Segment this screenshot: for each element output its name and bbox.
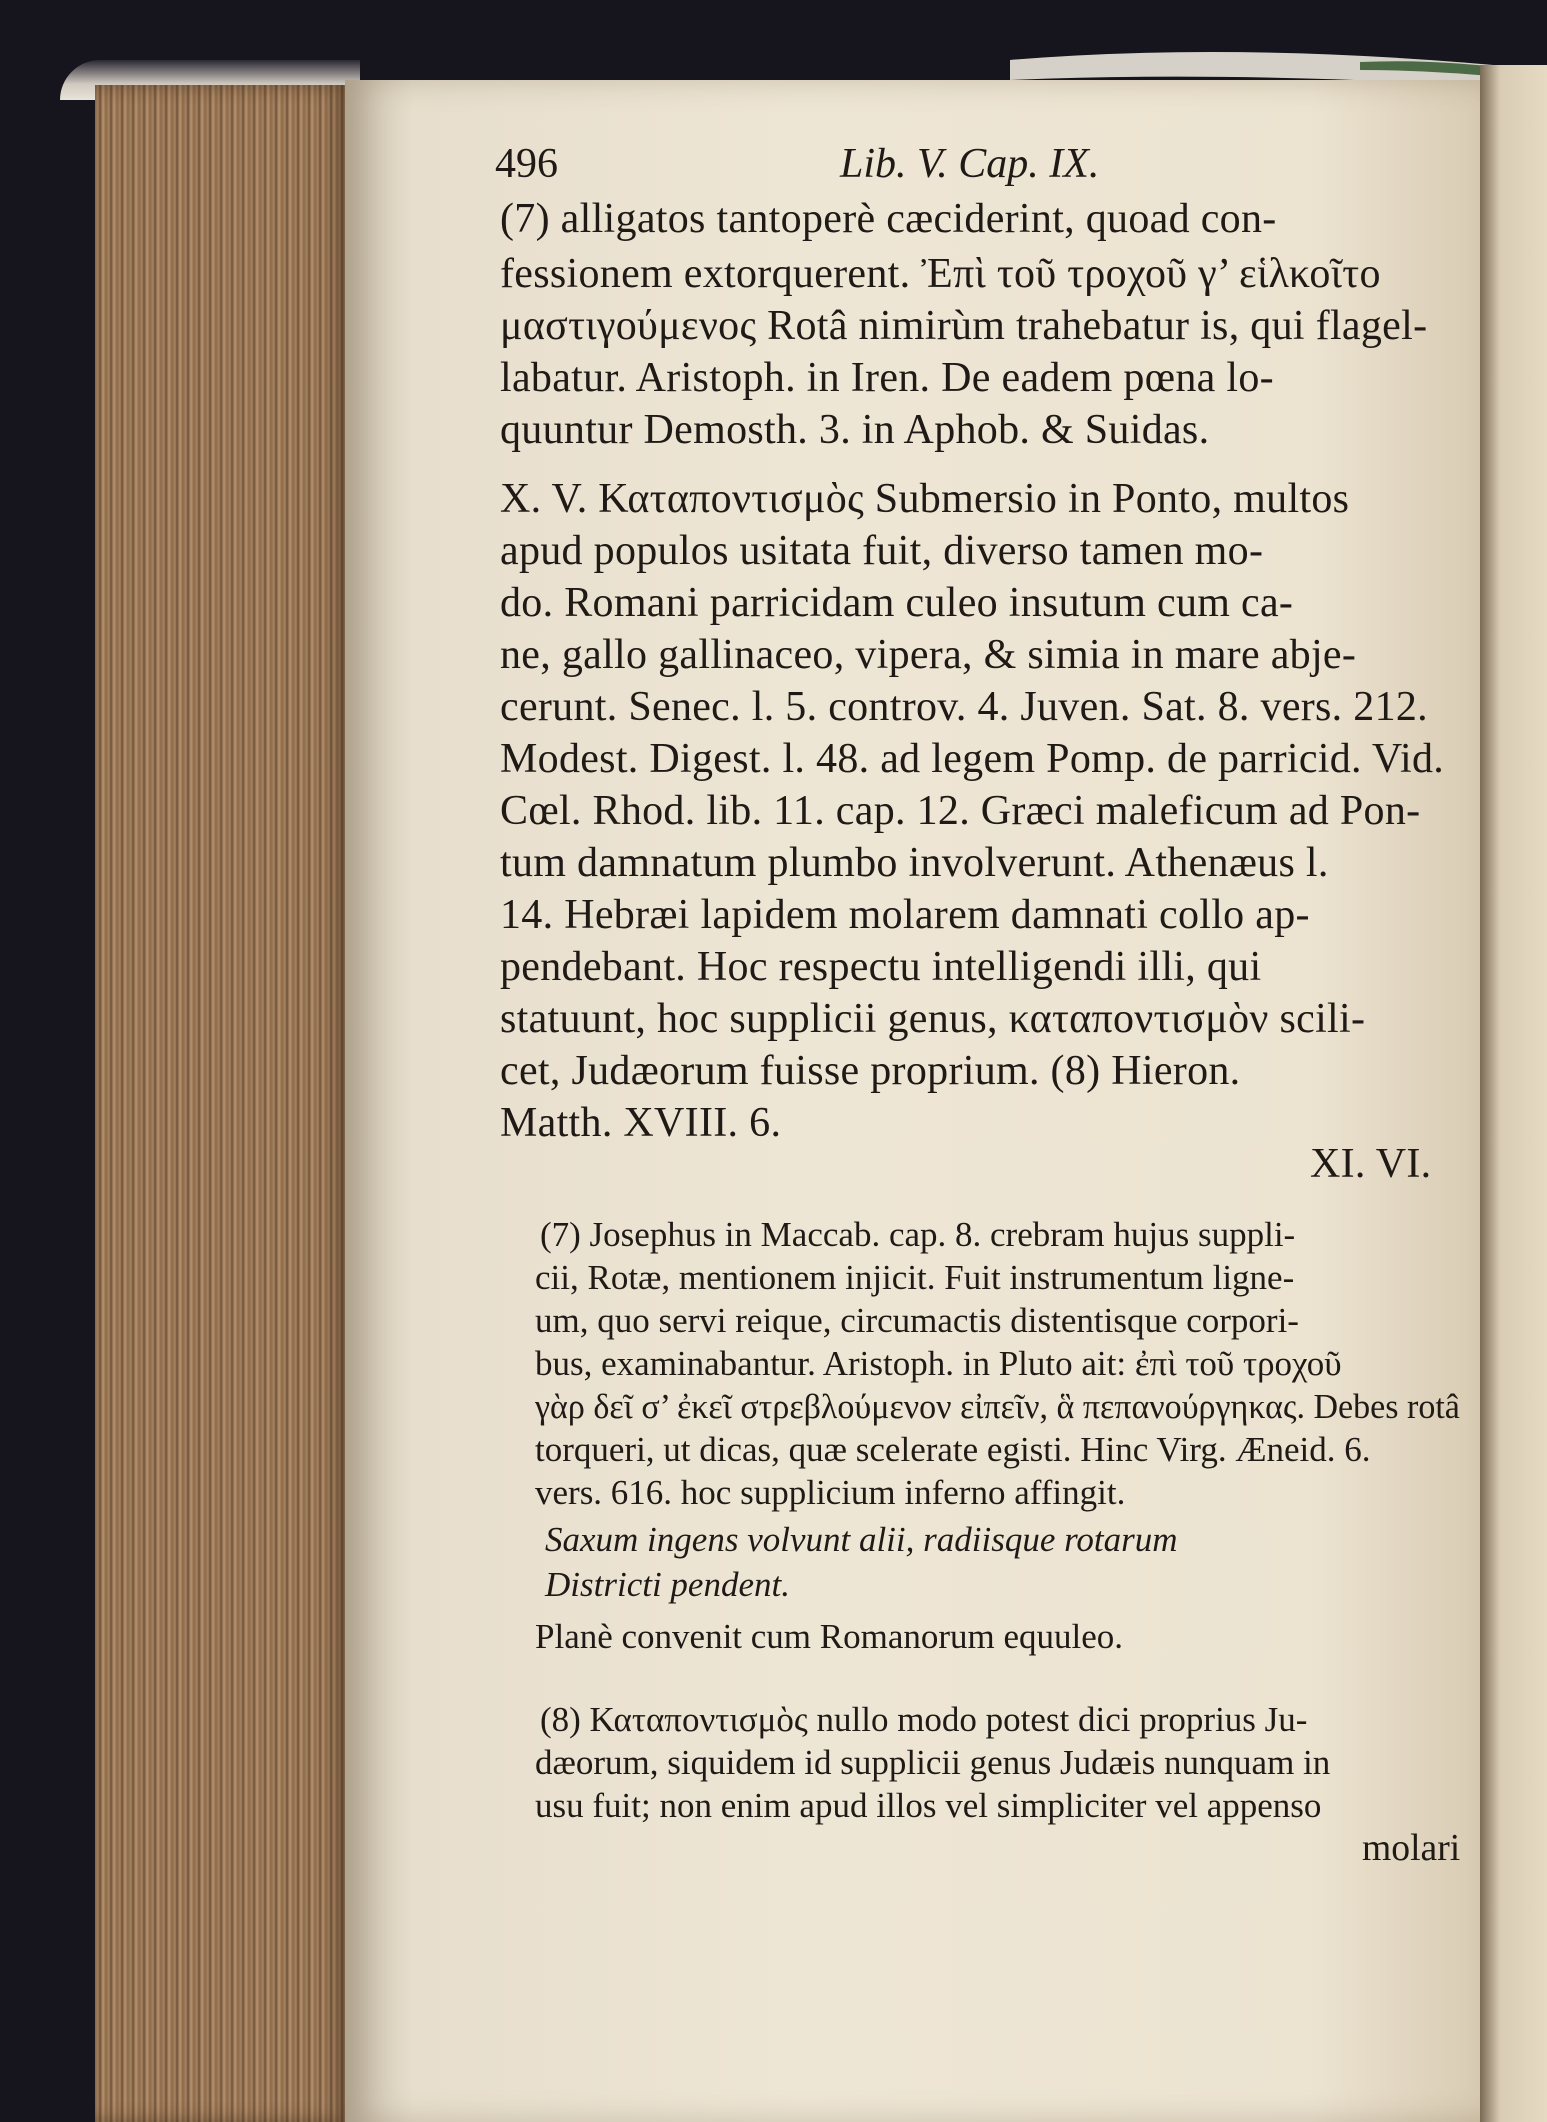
main-line: pendebant. Hoc respectu intelligendi illi, qui <box>500 944 1262 990</box>
footnote-line: bus, examinabantur. Aristoph. in Pluto ait: ἐπὶ τοῦ τροχοῦ <box>535 1344 1342 1383</box>
main-line: 14. Hebræi lapidem molarem damnati collo ap- <box>500 892 1310 938</box>
main-line: μαστιγούμενος Rotâ nimirùm trahebatur is, qui flagel- <box>500 303 1428 349</box>
footnote-line: cii, Rotæ, mentionem injicit. Fuit instrumentum ligne- <box>535 1258 1295 1297</box>
main-line: tum damnatum plumbo involverunt. Athenæus l. <box>500 840 1329 886</box>
main-line: labatur. Aristoph. in Iren. De eadem pœna lo- <box>500 355 1274 401</box>
page-number: 496 <box>495 141 558 187</box>
footnote-line: torqueri, ut dicas, quæ scelerate egisti. Hinc Virg. Æneid. 6. <box>535 1430 1371 1469</box>
verse-line: Districti pendent. <box>545 1565 790 1604</box>
footnote-line: vers. 616. hoc supplicium inferno affingit. <box>535 1473 1126 1512</box>
footnote-line: (7) Josephus in Maccab. cap. 8. crebram hujus suppli- <box>540 1215 1296 1254</box>
main-line: cet, Judæorum fuisse proprium. (8) Hieron. <box>500 1048 1241 1094</box>
main-line: quuntur Demosth. 3. in Aphob. & Suidas. <box>500 407 1210 453</box>
footnote-line: Planè convenit cum Romanorum equuleo. <box>535 1617 1124 1656</box>
running-head: Lib. V. Cap. IX. <box>840 141 1100 187</box>
footnote-line: (8) Καταποντισμὸς nullo modo potest dici proprius Ju- <box>540 1700 1308 1739</box>
footnote-line: γὰρ δεῖ σ’ ἐκεῖ στρεβλούμενον εἰπεῖν, ἃ πεπανούργηκας. Debes rotâ <box>535 1387 1460 1426</box>
footnote-line: usu fuit; non enim apud illos vel simpliciter vel appenso <box>535 1786 1322 1825</box>
catchword-bottom: molari <box>1362 1827 1461 1869</box>
main-line: Cœl. Rhod. lib. 11. cap. 12. Græci maleficum ad Pon- <box>500 788 1421 834</box>
main-line: ne, gallo gallinaceo, vipera, & simia in mare abje- <box>500 632 1357 678</box>
main-line: do. Romani parricidam culeo insutum cum ca- <box>500 580 1294 626</box>
verse-line: Saxum ingens volvunt alii, radiisque rotarum <box>545 1520 1178 1559</box>
main-line: apud populos usitata fuit, diverso tamen mo- <box>500 528 1264 574</box>
main-line: fessionem extorquerent. Ἐπὶ τοῦ τροχοῦ γ’ εἱλκοῖτο <box>500 251 1381 297</box>
footnote-line: um, quo servi reique, circumactis distentisque corpori- <box>535 1301 1299 1340</box>
main-line: X. V. Καταποντισμὸς Submersio in Ponto, multos <box>500 476 1350 522</box>
catchword-main: XI. VI. <box>1310 1141 1432 1187</box>
main-line: (7) alligatos tantoperè cæciderint, quoad con- <box>500 196 1277 242</box>
footnote-line: dæorum, siquidem id supplicii genus Judæis nunquam in <box>535 1743 1331 1782</box>
main-line: Matth. XVIII. 6. <box>500 1100 782 1146</box>
page-edges <box>95 85 350 2122</box>
main-line: statuunt, hoc supplicii genus, καταποντισμὸν scili- <box>500 996 1366 1042</box>
main-line: Modest. Digest. l. 48. ad legem Pomp. de parricid. Vid. <box>500 736 1445 782</box>
main-line: cerunt. Senec. l. 5. controv. 4. Juven. Sat. 8. vers. 212. <box>500 684 1428 730</box>
facing-page-edge <box>1480 65 1547 2122</box>
